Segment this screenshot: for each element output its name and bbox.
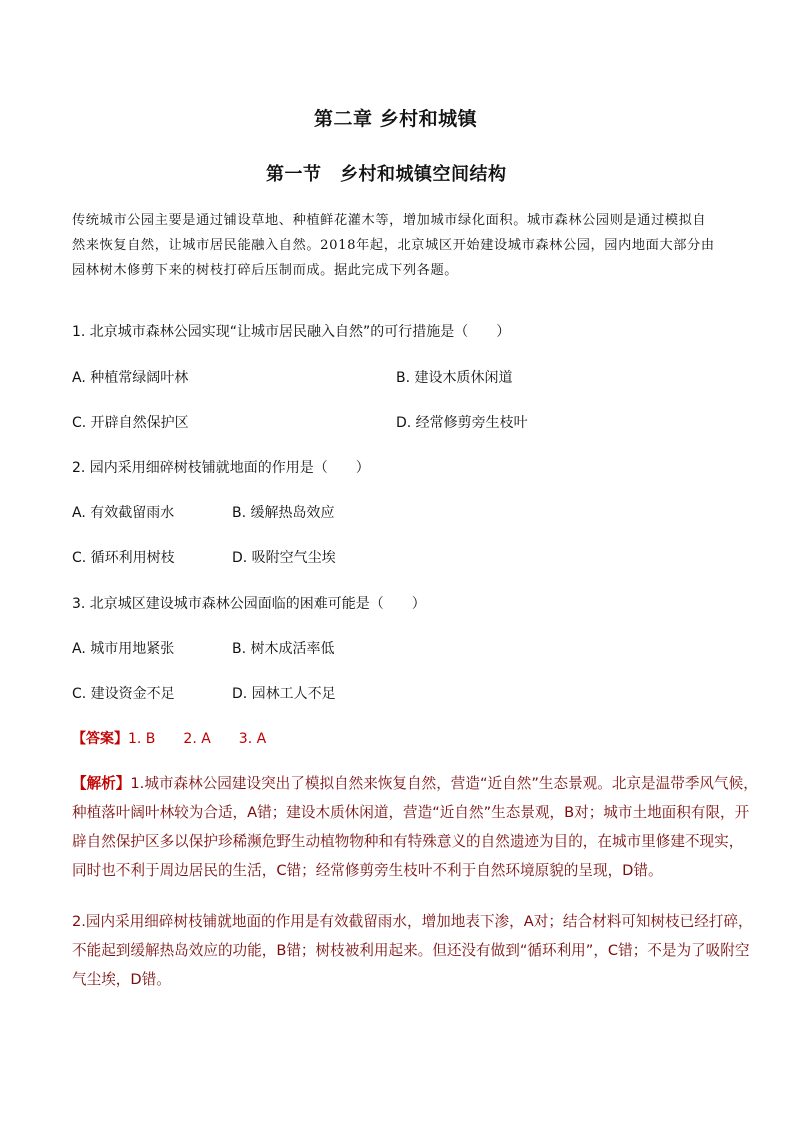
chapter-title: 第二章 乡村和城镇: [314, 108, 478, 130]
question-2-stem: 2. 园内采用细碎树枝铺就地面的作用是（ ）: [72, 460, 370, 476]
analysis-paragraph-1: [72, 769, 758, 885]
passage-line: 园林树木修剪下来的树枝打碎后压制而成。据此完成下列各题。: [72, 263, 459, 278]
question-1-stem: 1. 北京城市森林公园实现“让城市居民融入自然”的可行措施是（ ）: [72, 324, 511, 340]
passage-line: 传统城市公园主要是通过铺设草地、种植鲜花灌木等，增加城市绿化面积。城市森林公园则是通过模拟自: [72, 213, 707, 228]
question-2-option-b: B. 缓解热岛效应: [232, 505, 335, 521]
question-1-option-c: C. 开辟自然保护区: [72, 415, 189, 431]
analysis-line: 不能起到缓解热岛效应的功能，B错；树枝被利用起来。但还没有做到“循环利用”，C错；不是为了吸附空: [72, 942, 750, 959]
question-2-option-c: C. 循环利用树枝: [72, 550, 175, 566]
analysis-paragraph-2: [72, 907, 753, 994]
analysis-line: 2.园内采用细碎树枝铺就地面的作用是有效截留雨水，增加地表下渗，A对；结合材料可知树枝已经打碎，: [72, 913, 753, 930]
analysis-line: 【解析】1.城市森林公园建设突出了模拟自然来恢复自然，营造“近自然”生态景观。北京是温带季风气候，: [72, 775, 758, 792]
question-2-option-a: A. 有效截留雨水: [72, 505, 175, 521]
question-2-option-d: D. 吸附空气尘埃: [232, 550, 336, 566]
passage-line: 然来恢复自然，让城市居民能融入自然。2018年起，北京城区开始建设城市森林公园，园内地面大部分由: [72, 238, 715, 253]
answer-label: 【答案】: [72, 731, 128, 747]
analysis-line: 气尘埃，D错。: [72, 971, 171, 988]
analysis-line: 辟自然保护区多以保护珍稀濒危野生动植物物种和有特殊意义的自然遗迹为目的，在城市里修建不现实，: [72, 833, 744, 850]
section-title: 第一节 乡村和城镇空间结构: [266, 164, 507, 185]
analysis-label: 【解析】: [72, 775, 131, 792]
answer-line: [72, 728, 266, 748]
analysis-line: 种植落叶阔叶林较为合适，A错；建设木质休闲道，营造“近自然”生态景观，B对；城市土地面积有限，开: [72, 804, 750, 821]
question-3-stem: 3. 北京城区建设城市森林公园面临的困难可能是（ ）: [72, 596, 426, 612]
question-3-option-a: A. 城市用地紧张: [72, 641, 175, 657]
question-1-option-a: A. 种植常绿阔叶林: [72, 370, 189, 386]
question-3-option-b: B. 树木成活率低: [232, 641, 335, 657]
question-3-option-d: D. 园林工人不足: [232, 686, 336, 702]
question-3-option-c: C. 建设资金不足: [72, 686, 175, 702]
reading-passage: [72, 208, 732, 283]
question-1-option-d: D. 经常修剪旁生枝叶: [396, 415, 528, 431]
analysis-line: 同时也不利于周边居民的生活，C错；经常修剪旁生枝叶不利于自然环境原貌的呈现，D错。: [72, 862, 663, 879]
question-1-option-b: B. 建设木质休闲道: [396, 370, 513, 386]
answer-text: 1. B 2. A 3. A: [128, 731, 267, 747]
